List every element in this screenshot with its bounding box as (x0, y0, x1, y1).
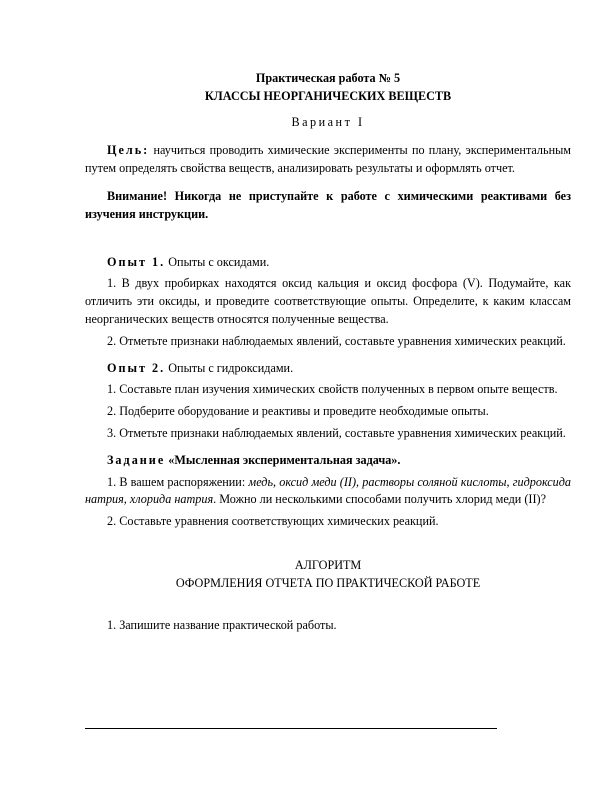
task-title: «Мысленная экспериментальная задача». (165, 452, 401, 467)
experiment2-label: Опыт 2. (107, 360, 166, 375)
algorithm-title: АЛГОРИТМ (294, 557, 362, 572)
task-step1-suffix: . Можно ли несколькими способами получить хлорид меди (II)? (213, 492, 546, 507)
goal-text: научиться проводить химические эксперименты по плану, экспериментальным путем определять свойства веществ, анализировать результаты и оформлять отчет. (85, 143, 571, 176)
document-page (85, 70, 571, 634)
task-step1-reagents: медь, оксид меди (II), растворы соляной кислоты, гидроксида натрия, хлорида натрия (85, 474, 571, 507)
experiment1-step2: 2. Отметьте признаки наблюдаемых явлений, составьте уравнения химических реакций. (107, 333, 566, 348)
experiment2-step1: 1. Составьте план изучения химических свойств полученных в первом опыте веществ. (107, 382, 558, 397)
task-step1 (85, 474, 571, 510)
experiment2-step3: 3. Отметьте признаки наблюдаемых явлений, составьте уравнения химических реакций. (107, 425, 566, 440)
goal-paragraph (85, 142, 571, 178)
answer-line (85, 728, 497, 729)
experiment1-label: Опыт 1. (107, 254, 166, 269)
goal-label: Цель: (107, 143, 150, 158)
page-subtitle: КЛАССЫ НЕОРГАНИЧЕСКИХ ВЕЩЕСТВ (204, 88, 452, 103)
variant-label: Вариант I (291, 114, 365, 129)
task-step2: 2. Составьте уравнения соответствующих химических реакций. (107, 514, 439, 529)
experiment1-heading (85, 254, 571, 272)
task-label: Задание (107, 452, 166, 467)
algorithm-step1: 1. Запишите название практической работы. (107, 617, 337, 632)
task-step1-prefix: 1. В вашем распоряжении: (107, 474, 249, 489)
experiment2-step2: 2. Подберите оборудование и реактивы и проведите необходимые опыты. (107, 404, 489, 419)
experiment1-title: Опыты с оксидами. (165, 254, 270, 269)
experiment2-heading (85, 360, 571, 378)
task-heading (85, 452, 571, 470)
attention-note: Внимание! Никогда не приступайте к работе с химическими реактивами без изучения инструкции. (85, 188, 571, 221)
experiment2-title: Опыты с гидроксидами. (165, 360, 294, 375)
page-title: Практическая работа № 5 (255, 71, 401, 85)
algorithm-subtitle: ОФОРМЛЕНИЯ ОТЧЕТА ПО ПРАКТИЧЕСКОЙ РАБОТЕ (175, 575, 481, 590)
experiment1-step1: 1. В двух пробирках находятся оксид кальция и оксид фосфора (V). Подумайте, как отличить эти оксиды, и проведите соответствующие опыты. Определите, к каким классам неорганических веществ относятся полученные вещества. (85, 276, 571, 326)
